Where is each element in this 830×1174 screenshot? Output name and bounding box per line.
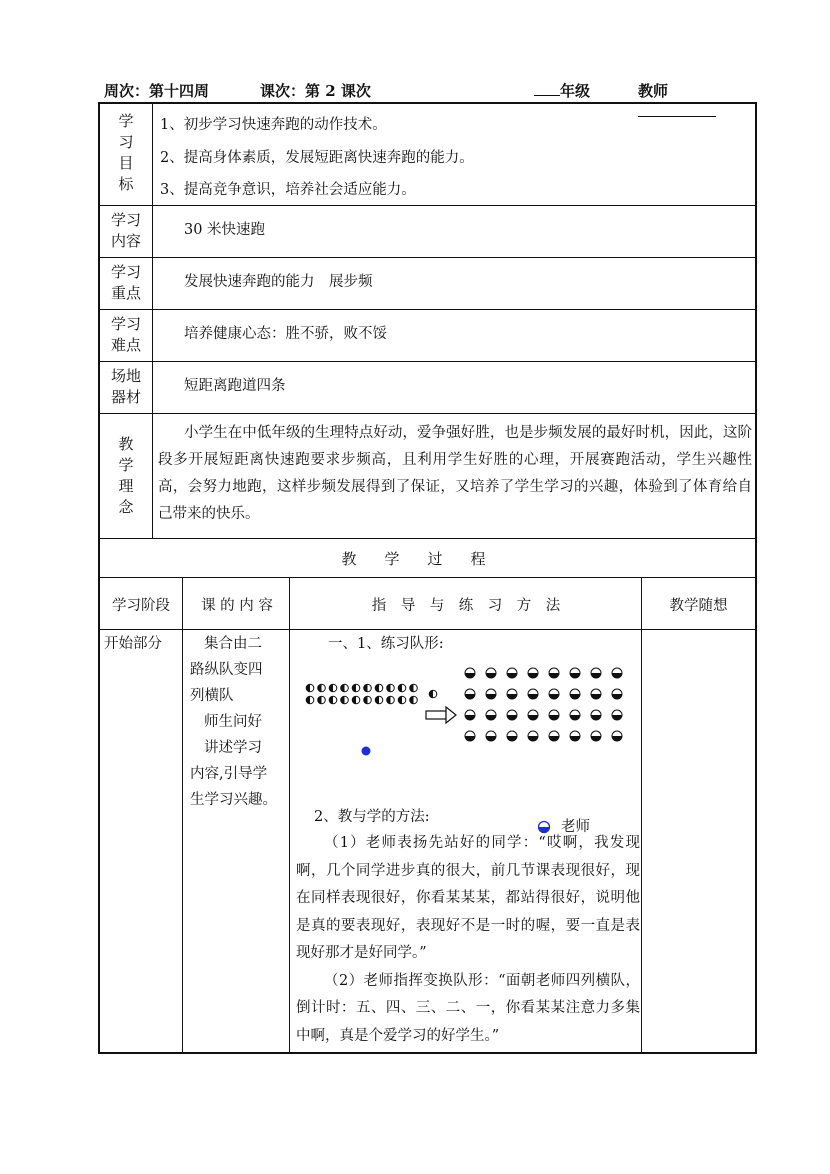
- student-icon: [549, 689, 559, 699]
- teacher-legend-label: 老师: [561, 819, 590, 835]
- lesson-plan-table: [98, 102, 757, 1054]
- objectives-row: [100, 104, 755, 206]
- student-icon: [318, 696, 326, 704]
- student-icon: [398, 696, 406, 704]
- student-icon: [570, 731, 580, 741]
- methods-heading: 2、教与学的方法:: [314, 809, 430, 825]
- student-icon: [549, 710, 559, 720]
- student-icon: [528, 710, 538, 720]
- content-text: 30 米快速跑: [184, 222, 266, 238]
- student-icon: [486, 731, 496, 741]
- student-icon: [507, 689, 517, 699]
- content-label: 学习: [110, 211, 141, 229]
- student-icon: [375, 696, 383, 704]
- student-icon: [306, 696, 314, 704]
- student-icon: [612, 689, 622, 699]
- philosophy-text: 小学生在中低年级的生理特点好动，爱争强好胜，也是步频发展的最好时机，因此，这阶段多开展短距离快速跑要求步频高，且利用学生好胜的心理，开展赛跑活动，学生兴趣性高，会努力地跑，这样步频发展得到了保证，又培养了学生学习的兴趣，体验到了体育给自己带来的快乐。: [158, 425, 752, 522]
- student-icon: [528, 668, 538, 678]
- student-icon: [507, 731, 517, 741]
- student-icon: [528, 731, 538, 741]
- week-label: 周次：第十四周: [104, 82, 210, 100]
- student-icon: [570, 710, 580, 720]
- student-icon: [410, 696, 418, 704]
- col-lesson-content: 课 的 内 容: [201, 598, 273, 614]
- teacher-label: 教师: [638, 82, 669, 100]
- student-icon: [591, 731, 601, 741]
- student-icon: [465, 668, 475, 678]
- student-icon: [410, 684, 418, 692]
- student-icon: [465, 689, 475, 699]
- objective-item: 2、提高身体素质，发展短距离快速奔跑的能力。: [160, 150, 474, 166]
- student-icon: [486, 710, 496, 720]
- grade-field: [534, 80, 590, 101]
- equipment-label: 场地: [110, 367, 141, 385]
- student-icon: [341, 684, 349, 692]
- student-icon: [486, 689, 496, 699]
- student-icon: [612, 668, 622, 678]
- arrow-icon: [426, 707, 456, 723]
- student-icon: [612, 710, 622, 720]
- student-icon: [549, 731, 559, 741]
- formation-diagram: [296, 662, 636, 762]
- objective-item: 3、提高竞争意识，培养社会适应能力。: [160, 182, 416, 198]
- student-icon: [375, 684, 383, 692]
- difficulty-row: 学习 难点 培养健康心态：胜不骄，败不馁: [100, 309, 755, 362]
- student-icon: [549, 668, 559, 678]
- student-icon: [507, 710, 517, 720]
- student-icon: [465, 731, 475, 741]
- process-header-row: [100, 577, 755, 630]
- student-icon: [570, 689, 580, 699]
- difficulty-text: 培养健康心态：胜不骄，败不馁: [184, 326, 387, 342]
- stage-label: 开始部分: [104, 636, 162, 652]
- objective-item: 1、初步学习快速奔跑的动作技术。: [160, 117, 387, 133]
- student-icon: [364, 684, 372, 692]
- student-icon: [387, 696, 395, 704]
- philosophy-row: [100, 413, 755, 539]
- student-icon: [306, 684, 314, 692]
- equipment-text: 短距离跑道四条: [184, 378, 286, 394]
- student-icon: [570, 668, 580, 678]
- keypoint-row: 学习 重点 发展快速奔跑的能力 展步频: [100, 257, 755, 310]
- process-title: 教学过程: [341, 550, 514, 568]
- process-title-row: [100, 538, 755, 578]
- col-method: 指 导 与 练 习 方 法: [371, 598, 561, 614]
- method-paragraphs: [296, 830, 640, 1050]
- col-reflection: 教学随想: [669, 598, 728, 614]
- student-icon: [507, 668, 517, 678]
- lesson-label: 课次：第 2 课次: [260, 82, 371, 100]
- student-icon: [591, 668, 601, 678]
- student-icon: [341, 696, 349, 704]
- student-icon: [387, 684, 395, 692]
- student-icon: [398, 684, 406, 692]
- four-row-formation: [465, 668, 622, 741]
- student-icon: [612, 731, 622, 741]
- grade-label: 年级: [560, 82, 591, 100]
- student-icon: [591, 710, 601, 720]
- student-icon: [318, 684, 326, 692]
- keypoint-label: 学习: [110, 263, 141, 281]
- teacher-marker-icon: [362, 747, 371, 756]
- lesson-content: 集合由二 路纵队变四 列横队 师生问好 讲述学习 内容,引导学 生学习兴趣。: [190, 636, 277, 808]
- difficulty-label: 学习: [110, 315, 141, 333]
- col-stage: 学习阶段: [112, 598, 170, 614]
- student-icon: [429, 690, 437, 698]
- student-icon: [528, 689, 538, 699]
- philosophy-label: 教 学 理 念: [118, 435, 134, 516]
- method-paragraph: （2）老师指挥变换队形：“面朝老师四列横队，倒计时：五、四、三、二、一，你看某某注意力多集中啊，真是个爱学习的好学生。”: [296, 972, 640, 1044]
- content-row: 学习 内容 30 米快速跑: [100, 205, 755, 258]
- two-column-formation: [306, 684, 437, 704]
- formation-heading: 一、1、练习队形:: [328, 636, 444, 652]
- student-icon: [465, 710, 475, 720]
- student-icon: [486, 668, 496, 678]
- method-paragraph: （1）老师表扬先站好的同学：“哎啊，我发现啊，几个同学进步真的很大，前几节课表现很好，现在同样表现很好，你看某某某，都站得很好，说明他是真的要表现好，表现好不是一时的喔，要一直是表现好那才是好同学。”: [296, 835, 640, 961]
- student-icon: [352, 684, 360, 692]
- page-header: [104, 80, 724, 102]
- objectives-label: 学 习 目 标: [118, 112, 134, 193]
- student-icon: [352, 696, 360, 704]
- student-icon: [329, 684, 337, 692]
- keypoint-text: 发展快速奔跑的能力 展步频: [184, 274, 373, 290]
- student-icon: [364, 696, 372, 704]
- student-icon: [329, 696, 337, 704]
- equipment-row: 场地 器材 短距离跑道四条: [100, 361, 755, 414]
- student-icon: [591, 689, 601, 699]
